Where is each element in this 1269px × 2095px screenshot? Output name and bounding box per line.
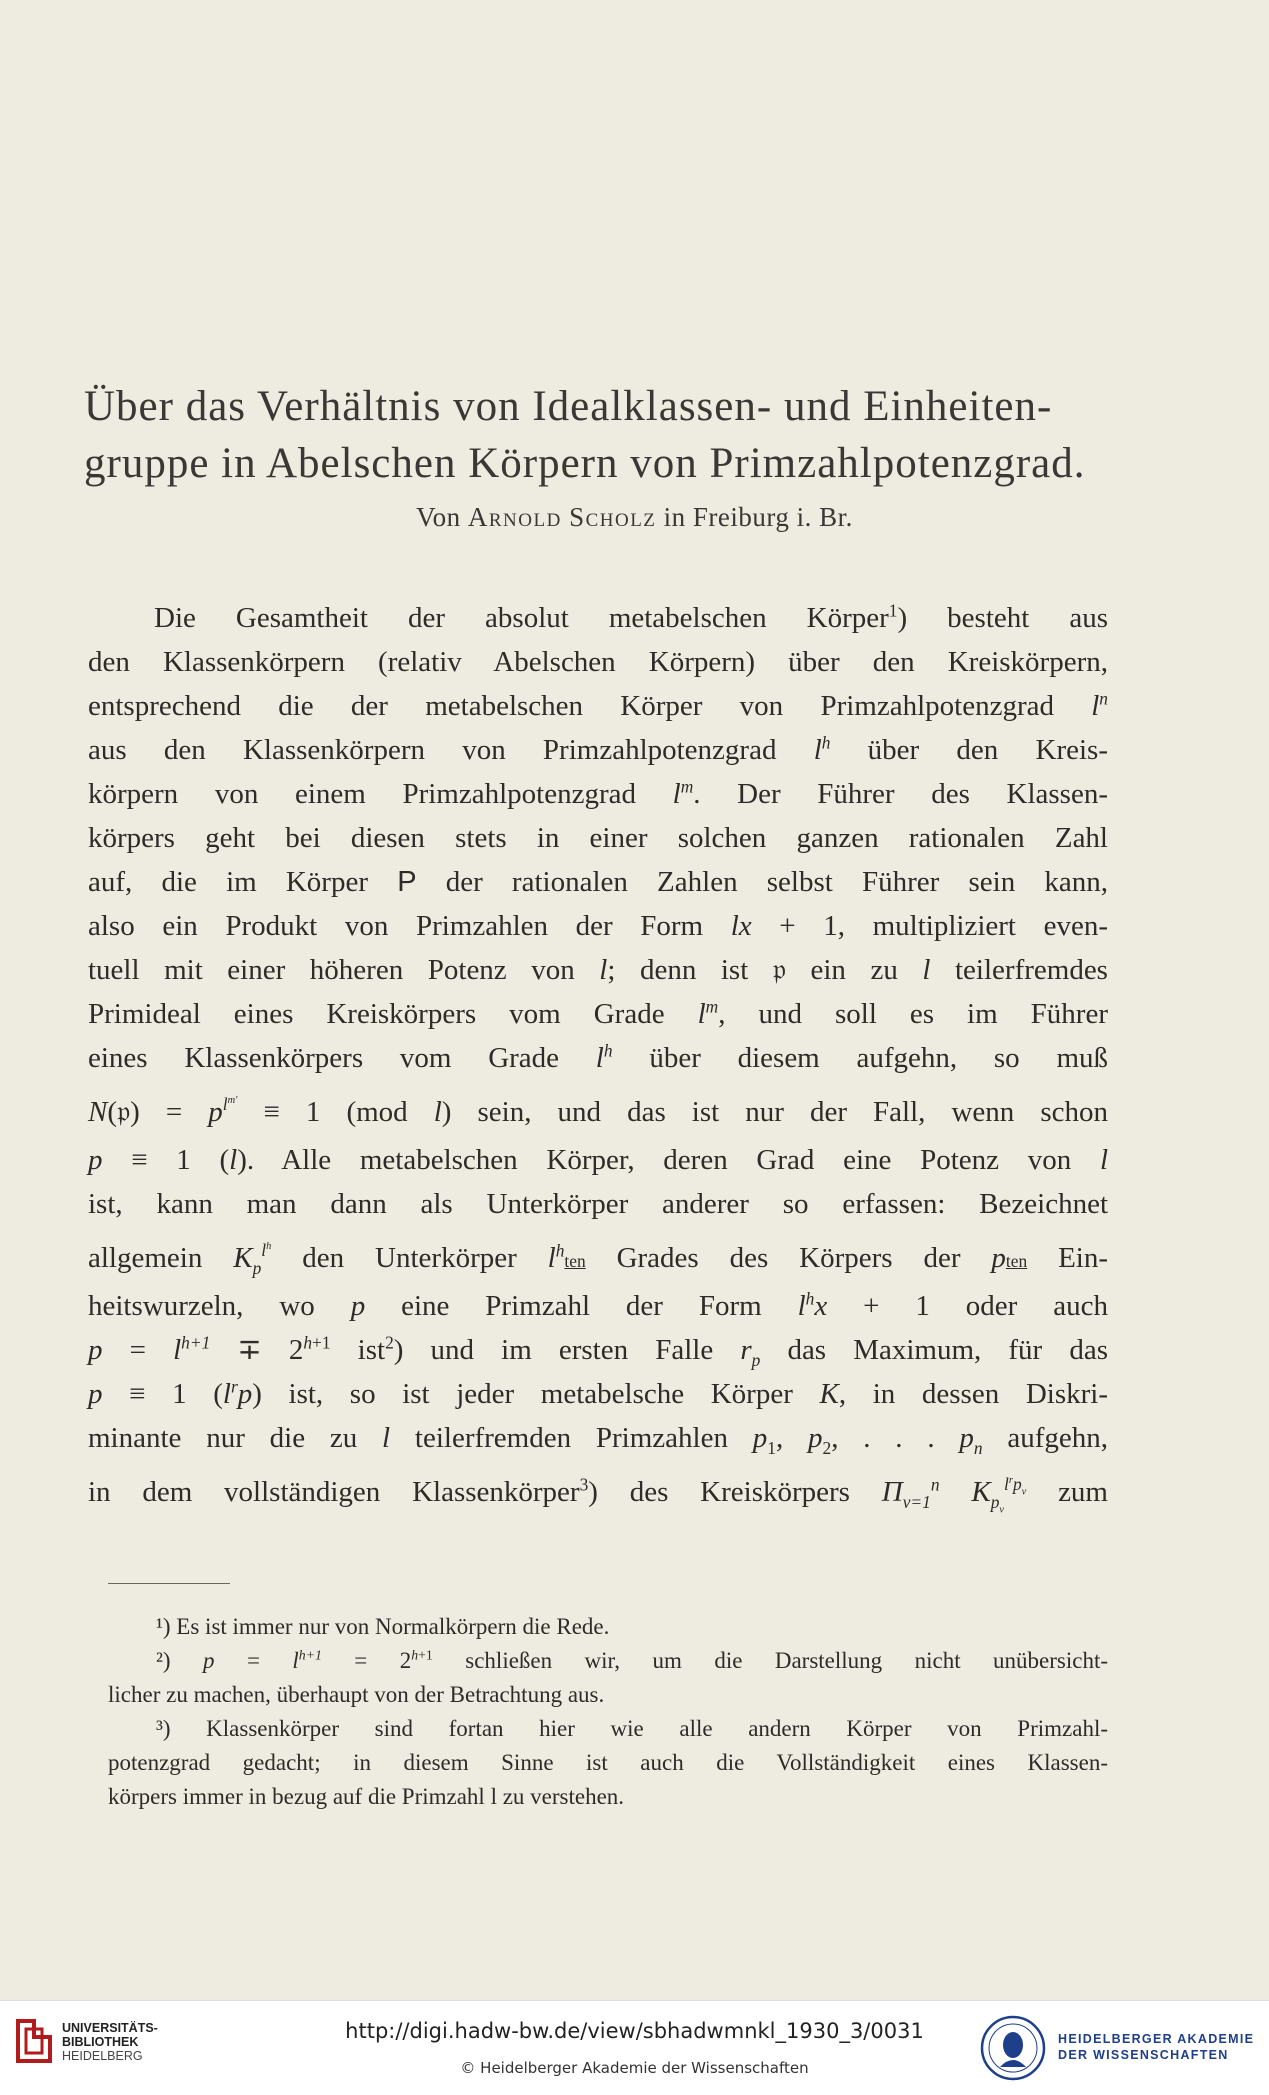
author-prefix: Von (416, 502, 461, 532)
academy-name[interactable] (1058, 2031, 1254, 2063)
author-last-name: Scholz (569, 502, 657, 532)
author-affiliation: in Freiburg i. Br. (663, 502, 853, 532)
footnotes (108, 1610, 1108, 1814)
text-line: also ein Produkt von Primzahlen der Form lx + 1, multipliziert even- (88, 910, 1108, 942)
text-line: entsprechend die der metabelschen Körper von Primzahlpotenzgrad $l^n$ (88, 688, 1108, 722)
footnote-3-cont: potenzgrad gedacht; in diesem Sinne ist auch die Vollständigkeit eines Klassen- (108, 1750, 1108, 1775)
title-line-2: gruppe in Abelschen Körpern von Primzahlpotenzgrad. (84, 440, 1086, 487)
text-line: aus den Klassenkörpern von Primzahlpotenzgrad $l^h$ über den Kreis- (88, 732, 1108, 766)
text-line: körpers geht bei diesen stets in einer solchen ganzen rationalen Zahl (88, 822, 1108, 854)
footnote-3: ³) Klassenkörper sind fortan hier wie alle andern Körper von Primzahl- (156, 1716, 1108, 1741)
text-line: eines Klassenkörpers vom Grade $l^h$ über diesem aufgehn, so muß (88, 1040, 1108, 1074)
text-line: körpern von einem Primzahlpotenzgrad $l^m$. Der Führer des Klassen- (88, 776, 1108, 810)
text-line: Primideal eines Kreiskörpers vom Grade $l^m$, und soll es im Führer (88, 996, 1108, 1030)
library-name-line-3: HEIDELBERG (62, 2049, 143, 2063)
academy-seal-icon[interactable] (980, 2015, 1046, 2081)
library-name-line-2: BIBLIOTHEK (62, 2035, 139, 2049)
paper-title (84, 378, 1124, 492)
text-line: Die Gesamtheit der absolut metabelschen Körper$^1$) besteht aus (154, 600, 1108, 634)
title-line-1: Über das Verhältnis von Idealklassen- und Einheiten- (84, 383, 1053, 430)
text-line: ist, kann man dann als Unterkörper anderer so erfassen: Bezeichnet (88, 1188, 1108, 1220)
text-line: den Klassenkörpern (relativ Abelschen Körpern) über den Kreiskörpern, (88, 646, 1108, 678)
footnote-2: ²) $p = l^{h+1} = 2^{h+1}$ schließen wir, um die Darstellung nicht unübersicht- (156, 1647, 1108, 1673)
text-line: tuell mit einer höheren Potenz von l; denn ist 𝔭 ein zu l teilerfremdes (88, 954, 1108, 986)
footnote-1: ¹) Es ist immer nur von Normalkörpern die Rede. (156, 1614, 610, 1639)
footnote-separator (108, 1583, 230, 1584)
text-line: $p = l^{h+1} \mp 2^{h+1}$ ist$^2$) und im ersten Falle $r_p$ das Maximum, für das (88, 1332, 1108, 1370)
text-line: N(𝔭) = $p^{l^{m'}} \equiv 1$ (mod l) sein, und das ist nur der Fall, wenn schon (88, 1094, 1108, 1128)
author-first-name: Arnold (467, 502, 562, 532)
library-name-line-1: UNIVERSITÄTS- (62, 2021, 158, 2035)
body-text (88, 596, 1108, 1518)
text-line: p ≡ 1 (l). Alle metabelschen Körper, deren Grad eine Potenz von l (88, 1144, 1108, 1176)
academy-name-line-1: HEIDELBERGER AKADEMIE (1058, 2032, 1255, 2046)
text-line: auf, die im Körper P der rationalen Zahlen selbst Führer sein kann, (88, 866, 1108, 898)
text-line: heitswurzeln, wo p eine Primzahl der Form $l^hx + 1$ oder auch (88, 1288, 1108, 1322)
footnote-3-end: körpers immer in bezug auf die Primzahl l zu verstehen. (108, 1784, 625, 1809)
text-line: in dem vollständigen Klassenkörper$^3$) des Kreiskörpers $\Pi_{\nu=1}^n$ $K_{p_\nu}^{l^rp_\nu}$ zum (88, 1474, 1108, 1516)
footnote-2-cont: licher zu machen, überhaupt von der Betrachtung aus. (108, 1682, 605, 1707)
academy-name-line-2: DER WISSENSCHAFTEN (1058, 2048, 1229, 2062)
footnote-2-text: schließen wir, um die Darstellung nicht unübersicht- (465, 1648, 1108, 1673)
text-line: p ≡ 1 $(l^rp)$ ist, so ist jeder metabelsche Körper K, in dessen Diskri- (88, 1376, 1108, 1410)
text-line: minante nur die zu l teilerfremden Primzahlen $p_1$, $p_2$, . . . $p_n$ aufgehn, (88, 1422, 1109, 1458)
author-line (0, 502, 1269, 533)
source-url-link[interactable]: http://digi.hadw-bw.de/view/sbhadwmnkl_1930_3/0031 (345, 2019, 924, 2043)
copyright-notice: © Heidelberger Akademie der Wissenschaften (460, 2059, 809, 2077)
text-line: allgemein $K_p^{l^h}$ den Unterkörper $l^hten$ Grades des Körpers der pten Ein- (88, 1240, 1109, 1278)
footer-bar (0, 2000, 1269, 2095)
